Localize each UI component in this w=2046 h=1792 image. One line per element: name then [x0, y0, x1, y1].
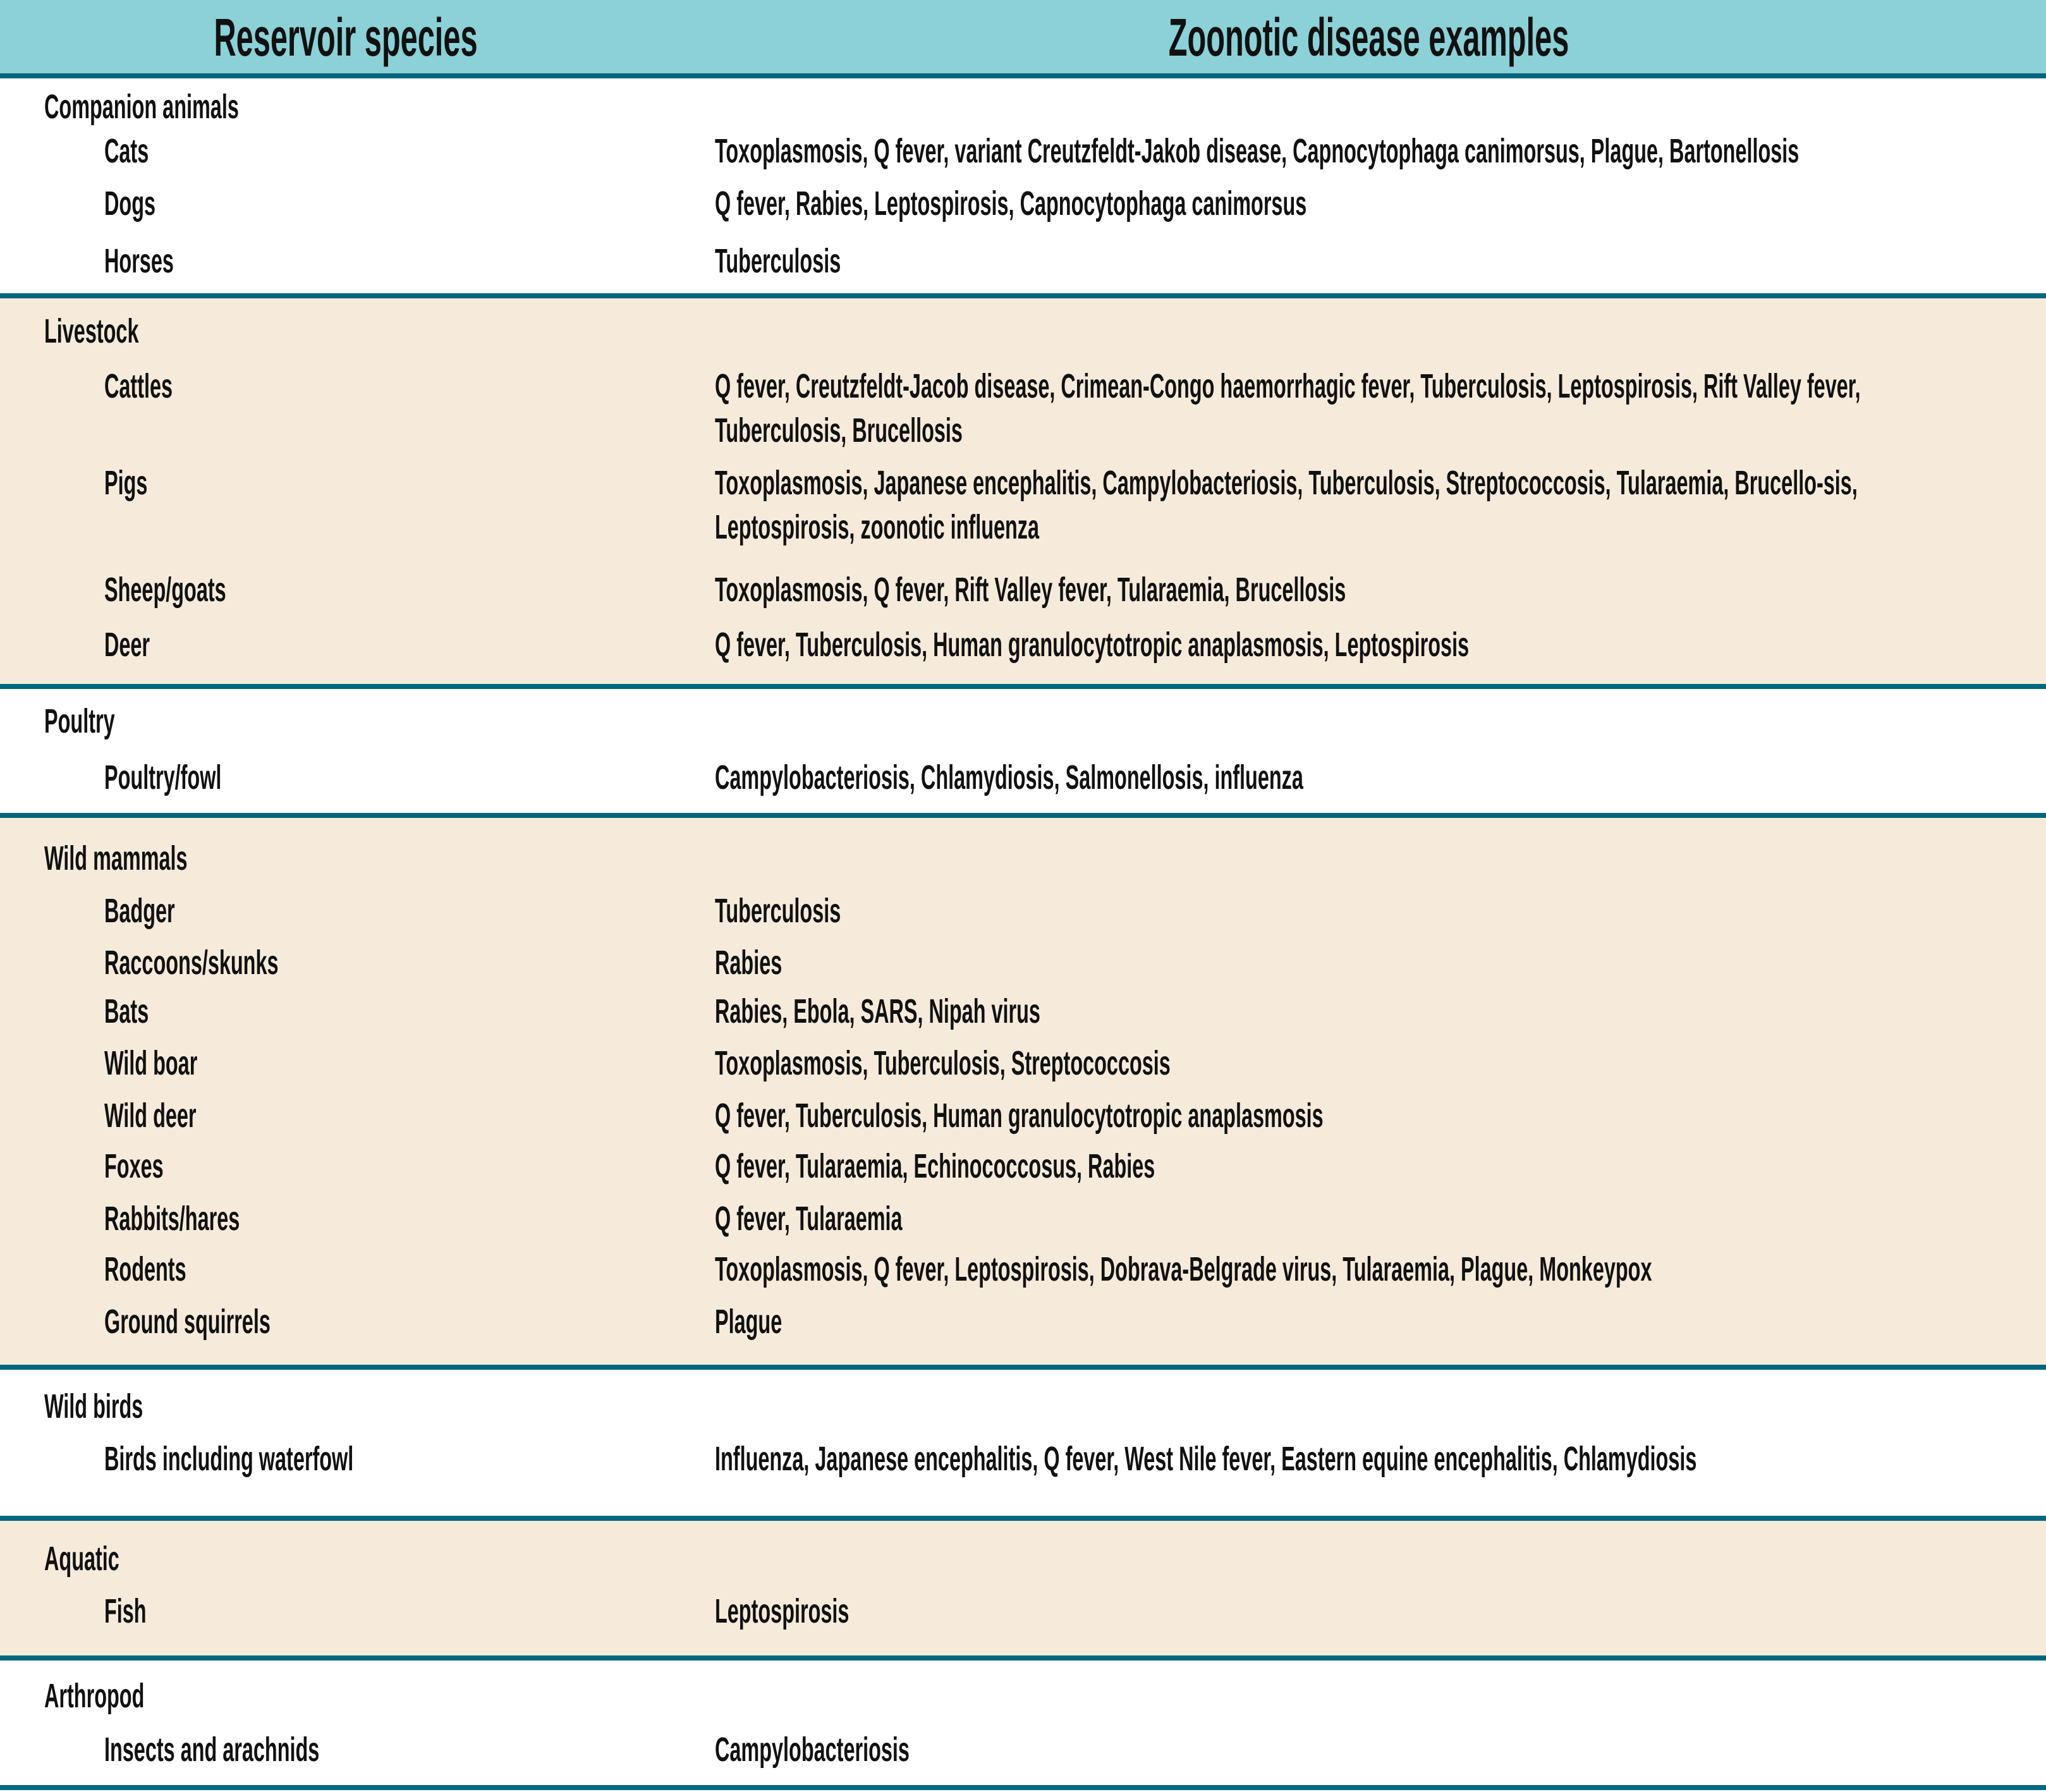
reservoir-species: Fish: [104, 1592, 147, 1630]
section-category: Aquatic: [44, 1540, 119, 1578]
disease-examples: Rabies, Ebola, SARS, Nipah virus: [715, 992, 1040, 1030]
disease-examples: Tuberculosis: [715, 242, 841, 280]
disease-examples: Q fever, Tularaemia, Echinococcosus, Rabies: [715, 1147, 1155, 1185]
reservoir-species: Horses: [104, 242, 174, 280]
reservoir-species: Insects and arachnids: [104, 1731, 320, 1769]
section-category: Wild birds: [44, 1387, 143, 1425]
disease-examples: Campylobacteriosis, Chlamydiosis, Salmonellosis, influenza: [715, 759, 1303, 796]
section-category: Arthropod: [44, 1677, 145, 1715]
reservoir-species: Foxes: [104, 1147, 164, 1185]
disease-examples: Toxoplasmosis, Q fever, Rift Valley fever, Tularaemia, Brucellosis: [715, 571, 1346, 609]
disease-examples: Q fever, Tuberculosis, Human granulocytotropic anaplasmosis, Leptospirosis: [715, 626, 1470, 664]
reservoir-species: Cats: [104, 132, 149, 170]
disease-examples: Q fever, Rabies, Leptospirosis, Capnocytophaga canimorsus: [715, 185, 1307, 222]
disease-examples: Rabies: [715, 944, 782, 982]
section-rule: [0, 1516, 2046, 1521]
disease-examples: Plague: [715, 1303, 782, 1341]
section-category: Livestock: [44, 312, 139, 350]
reservoir-species: Rabbits/hares: [104, 1200, 240, 1238]
disease-examples: Toxoplasmosis, Tuberculosis, Streptococcosis: [715, 1044, 1171, 1082]
column-header-zoonotic-diseases: Zoonotic disease examples: [1168, 8, 1569, 67]
column-header-reservoir-species: Reservoir species: [214, 8, 478, 67]
section-rule: [0, 684, 2046, 689]
section-rule: [0, 1365, 2046, 1370]
disease-examples: Influenza, Japanese encephalitis, Q fever, West Nile fever, Eastern equine encephalitis, Chlamydiosis: [715, 1440, 1697, 1478]
reservoir-species: Badger: [104, 892, 175, 930]
reservoir-species: Wild deer: [104, 1097, 197, 1135]
reservoir-species: Poultry/fowl: [104, 759, 222, 796]
disease-examples: Toxoplasmosis, Q fever, Leptospirosis, Dobrava-Belgrade virus, Tularaemia, Plague, Monkeypox: [715, 1250, 1652, 1288]
header-rule: [0, 73, 2046, 78]
disease-examples: Tuberculosis: [715, 892, 841, 930]
disease-examples: Q fever, Creutzfeldt-Jacob disease, Crimean-Congo haemorrhagic fever, Tuberculosis, Leptospirosis, Rift Valley fever, Tuberculosis, Brucellosis: [715, 367, 1861, 449]
reservoir-species: Bats: [104, 992, 149, 1030]
section-category: Poultry: [44, 702, 115, 740]
reservoir-species: Raccoons/skunks: [104, 944, 279, 982]
section-rule: [0, 293, 2046, 298]
reservoir-species: Wild boar: [104, 1044, 198, 1082]
section-rule: [0, 813, 2046, 818]
disease-examples: Toxoplasmosis, Q fever, variant Creutzfeldt-Jakob disease, Capnocytophaga canimorsus, Plague, Bartonellosis: [715, 132, 1799, 170]
disease-examples: Q fever, Tularaemia: [715, 1200, 903, 1238]
reservoir-species: Sheep/goats: [104, 571, 226, 609]
reservoir-species: Cattles: [104, 367, 173, 405]
reservoir-species: Dogs: [104, 185, 155, 222]
reservoir-species: Rodents: [104, 1250, 186, 1288]
section-rule: [0, 1655, 2046, 1661]
reservoir-species: Pigs: [104, 464, 148, 502]
disease-examples: Toxoplasmosis, Japanese encephalitis, Campylobacteriosis, Tuberculosis, Streptococcosis, Tularaemia, Brucello-sis, Leptospirosis, zoonotic influenza: [715, 464, 1858, 546]
section-category: Companion animals: [44, 88, 239, 126]
disease-examples: Q fever, Tuberculosis, Human granulocytotropic anaplasmosis: [715, 1097, 1324, 1135]
reservoir-species: Deer: [104, 626, 150, 664]
disease-examples: Leptospirosis: [715, 1592, 849, 1630]
disease-examples: Campylobacteriosis: [715, 1731, 910, 1769]
reservoir-species: Birds including waterfowl: [104, 1440, 354, 1478]
section-rule: [0, 1785, 2046, 1790]
table-header: [0, 0, 2046, 73]
reservoir-species: Ground squirrels: [104, 1303, 271, 1341]
section-category: Wild mammals: [44, 839, 188, 877]
